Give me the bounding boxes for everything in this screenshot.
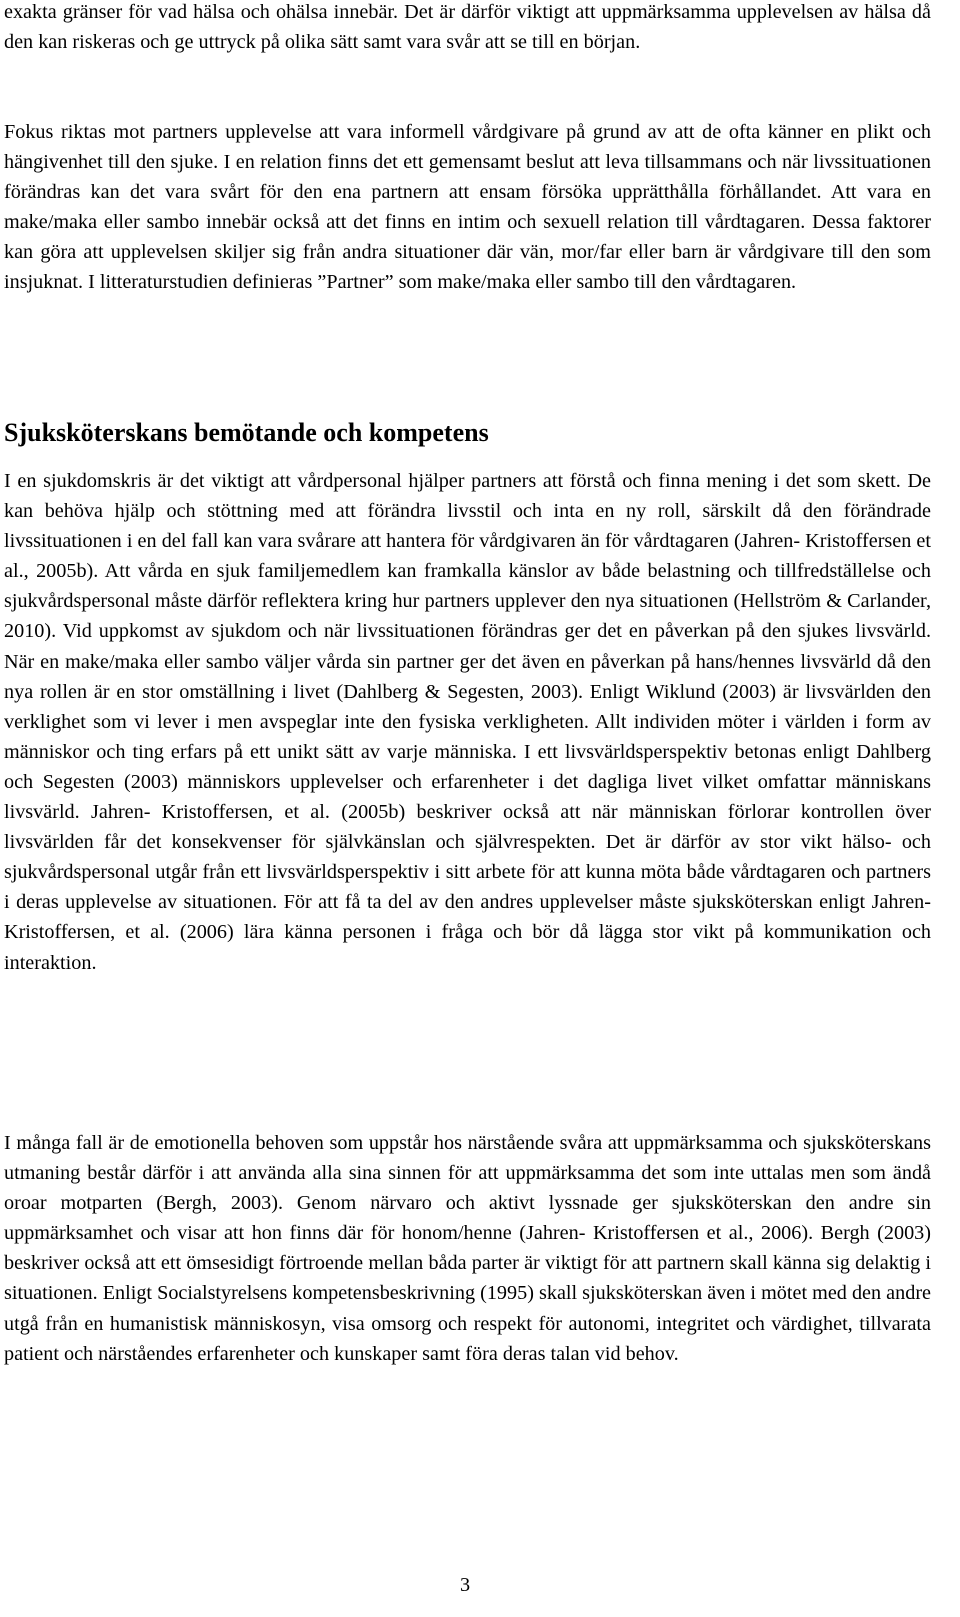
paragraph-partner-focus: Fokus riktas mot partners upplevelse att vara informell vårdgivare på grund av att de ofta känner en plikt och hängivenhet till den sjuke. I en relation finns det ett gemensamt beslut att leva tillsammans och när livssituationen förändras kan det vara svårt för den ena partnern att ensam försöka upprätthålla förhållandet. Att vara en make/maka eller sambo innebär också att det finns en intim och sexuell relation till vårdtagaren. Dessa faktorer kan göra att upplevelsen skiljer sig från andra situationer där vän, mor/far eller barn är vårdgivare till den som insjuknat. I litteraturstudien definieras ”Partner” som make/maka eller sambo till den vårdtagaren. <box>4 121 931 294</box>
section-heading: Sjuksköterskans bemötande och kompetens <box>4 418 489 447</box>
paragraph-nurse-competence: I en sjukdomskris är det viktigt att vårdpersonal hjälper partners att förstå och finna mening i det som skett. De kan behöva hjälp och stöttning med att förändra livsstil och inta en ny roll, särskilt då den förändrade livssituationen i en del fall kan vara svårare att hantera för vårdgivaren än för vårdtagaren (Jahren- Kristoffersen et al., 2005b). Att vårda en sjuk familjemedlem kan framkalla känslor av både belastning och tillfredställelse och sjukvårdspersonal måste därför reflektera kring hur partners upplever den nya situationen (Hellström & Carlander, 2010). Vid uppkomst av sjukdom och när livssituationen förändras ger det en påverkan på den sjukes livsvärld. När en make/maka eller sambo väljer vårda sin partner ger det även en påverkan på hans/hennes livsvärld då den nya rollen är en stor omställning i livet (Dahlberg & Segesten, 2003). Enligt Wiklund (2003) är livsvärlden den verklighet som vi lever i men avspeglar inte den fysiska verkligheten. Allt individen möter i världen i form av människor och ting erfars på ett unikt sätt av varje människa. I ett livsvärldsperspektiv betonas enligt Dahlberg och Segesten (2003) människors upplevelser och erfarenheter i det dagliga livet vilket omfattar människans livsvärld. Jahren- Kristoffersen, et al. (2005b) beskriver också att när människan förlorar kontrollen över livsvärlden får det konsekvenser för självkänslan och självrespekten. Det är därför av stor vikt hälso- och sjukvårdspersonal utgår från ett livsvärldsperspektiv i sitt arbete för att kunna möta både vårdtagaren och partners i deras upplevelse av situationen. För att få ta del av den andres upplevelser måste sjuksköterskan enligt Jahren- Kristoffersen, et al. (2006) lära känna personen i fråga och bör då lägga stor vikt på kommunikation och interaktion. <box>4 470 931 974</box>
paragraph-emotional-needs: I många fall är de emotionella behoven som uppstår hos närstående svåra att uppmärksamma och sjuksköterskans utmaning består därför i att använda alla sina sinnen för att uppmärksamma det som inte uttalas men som ändå oroar motparten (Bergh, 2003). Genom närvaro och aktivt lyssnade ger sjuksköterskan den andre sin uppmärksamhet och visar att hon finns där för honom/henne (Jahren- Kristoffersen et al., 2006). Bergh (2003) beskriver också att ett ömsesidigt förtroende mellan båda parter är viktigt för att partnern skall känna sig delaktig i situationen. Enligt Socialstyrelsens kompetensbeskrivning (1995) skall sjuksköterskan även i mötet med den andre utgå från en humanistisk människosyn, visa omsorg och respekt för autonomi, integritet och värdighet, tillvarata patient och närståendes erfarenheter och kunskaper samt föra deras talan vid behov. <box>4 1132 931 1365</box>
page-number: 3 <box>459 1574 471 1596</box>
paragraph-health-experience: exakta gränser för vad hälsa och ohälsa innebär. Det är därför viktigt att uppmärksamma upplevelsen av hälsa då den kan riskeras och ge uttryck på olika sätt samt vara svår att se till en början. <box>4 1 931 54</box>
